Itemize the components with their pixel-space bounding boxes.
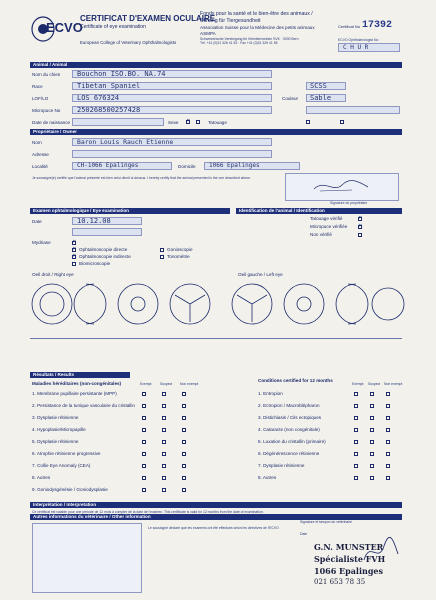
- interpretation-section-header: Interprétation / Interpretation: [30, 502, 402, 508]
- results-right-col-2: Suspect: [368, 382, 381, 386]
- results-checkbox-3[interactable]: [182, 416, 186, 420]
- results-row-label: 5. Dysplasie rétinienne: [32, 439, 79, 444]
- stamp-line-1: G.N. MUNSTER: [314, 542, 384, 552]
- results-checkbox-1[interactable]: [142, 464, 146, 468]
- method-label-4: Biomicroscopie: [79, 261, 111, 266]
- results-checkbox-3[interactable]: [182, 476, 186, 480]
- results-checkbox-3[interactable]: [386, 464, 390, 468]
- address-text: Schweizerische Vereinigung für Kleintiermedizin SVK · 3000 Bern: [200, 37, 299, 41]
- eye-diagrams: [30, 278, 406, 334]
- owner-name-label: Nom: [32, 140, 42, 145]
- exam-date-label: Date: [32, 219, 42, 224]
- exam-section-header: Examen ophtalmologique / Eye examination: [30, 208, 230, 214]
- results-checkbox-3[interactable]: [182, 404, 186, 408]
- college-name: European College of Veterinary Ophthalmologists: [80, 40, 177, 45]
- exam-extra-field[interactable]: [72, 228, 142, 236]
- owner-signature: [312, 177, 372, 195]
- id-check-1[interactable]: [358, 217, 362, 221]
- results-checkbox-1[interactable]: [142, 392, 146, 396]
- results-row-label: 8. Autres: [258, 475, 277, 480]
- results-checkbox-2[interactable]: [162, 464, 166, 468]
- results-row-label: 3. Distichiasis / Cils ectopiques: [258, 415, 322, 420]
- results-checkbox-1[interactable]: [354, 452, 358, 456]
- certificate-subtitle: Certificate of eye examination: [80, 24, 146, 30]
- extra-checkbox-2[interactable]: [340, 120, 344, 124]
- results-checkbox-1[interactable]: [142, 440, 146, 444]
- results-row: [32, 402, 232, 412]
- results-checkbox-3[interactable]: [182, 428, 186, 432]
- results-row: [258, 462, 402, 472]
- results-row: [32, 438, 232, 448]
- stamp-line-3: 1066 Epalinges: [314, 566, 384, 576]
- extra-field-1[interactable]: [306, 106, 400, 114]
- chip-label: Micropuce No: [32, 108, 61, 113]
- results-checkbox-3[interactable]: [386, 428, 390, 432]
- owner-signature-label: Signature du propriétaire: [330, 201, 368, 205]
- method-label-6: Tonométrie: [167, 254, 190, 259]
- results-checkbox-1[interactable]: [354, 440, 358, 444]
- results-row-label: 2. Ectropion / Macroblépharon: [258, 403, 320, 408]
- results-checkbox-2[interactable]: [162, 440, 166, 444]
- results-checkbox-1[interactable]: [354, 464, 358, 468]
- results-row: [32, 414, 232, 424]
- left-eye-label: Oeil droit / Right eye: [32, 272, 74, 277]
- results-checkbox-1[interactable]: [142, 476, 146, 480]
- owner-city-value: CH-1066 Epalinges: [77, 162, 139, 169]
- lof-label: LOF/LO: [32, 96, 49, 101]
- right-eye-label: Oeil gauche / Left eye: [238, 272, 283, 277]
- results-row: [258, 438, 402, 448]
- results-checkbox-2[interactable]: [162, 392, 166, 396]
- exam-date-field[interactable]: [72, 217, 142, 225]
- assoc-text: Association Suisse pour la Médecine des petits animaux ASMPA: [200, 25, 315, 36]
- results-checkbox-3[interactable]: [182, 440, 186, 444]
- results-row-label: 9. Goniodysgénésie / Goniodysplasie: [32, 487, 108, 492]
- ecvo-logo: [30, 12, 83, 46]
- results-checkbox-2[interactable]: [162, 416, 166, 420]
- owner-name-value: Baron Louis Rauch Etienne: [77, 138, 174, 146]
- id-check-label-1: Tatouage vérifié: [310, 216, 343, 221]
- other-section-header: Autres informations du vétérinaire / Other information: [30, 514, 402, 520]
- results-checkbox-2[interactable]: [370, 392, 374, 396]
- results-checkbox-2[interactable]: [162, 488, 166, 492]
- cert-no: 17392: [362, 20, 393, 31]
- chip-value: 250268500257428: [77, 106, 141, 114]
- results-row: [32, 486, 232, 496]
- results-checkbox-2[interactable]: [370, 416, 374, 420]
- results-row-label: 6. Atrophie rétinienne progressive: [32, 451, 101, 456]
- results-checkbox-3[interactable]: [386, 440, 390, 444]
- results-checkbox-1[interactable]: [354, 416, 358, 420]
- results-row: [32, 426, 232, 436]
- color-value: Sable: [310, 94, 332, 102]
- results-checkbox-2[interactable]: [370, 476, 374, 480]
- domicile-label: Domicile: [178, 164, 196, 169]
- id-check-label-3: Non vérifié: [310, 232, 332, 237]
- results-checkbox-2[interactable]: [370, 404, 374, 408]
- sex-male-checkbox[interactable]: [186, 120, 190, 124]
- results-checkbox-2[interactable]: [162, 452, 166, 456]
- results-checkbox-3[interactable]: [386, 404, 390, 408]
- results-row-label: 4. Hypoplasie/Micropapille: [32, 427, 86, 432]
- results-row: [258, 426, 402, 436]
- lof-value: LOS 676324: [77, 94, 120, 102]
- owner-city-field[interactable]: [72, 162, 172, 170]
- id-checks: [240, 216, 400, 250]
- owner-address-label: Adresse: [32, 152, 49, 157]
- method-label-5: Gonioscopie: [167, 247, 193, 252]
- results-row-label: 1. Entropion: [258, 391, 283, 396]
- sex-label: Sexe: [168, 120, 179, 125]
- results-row-label: 8. Autres: [32, 475, 51, 480]
- cert-no-label: Certificat No: [338, 24, 361, 29]
- owner-declaration: Je soussigné(e) certifie que l'animal présenté est bien celui décrit ci-dessus. I hereby certify that the animal presented is the one described above.: [32, 176, 251, 180]
- id-check-2[interactable]: [358, 225, 362, 229]
- birth-field[interactable]: [72, 118, 164, 126]
- results-checkbox-3[interactable]: [182, 392, 186, 396]
- results-row-label: 7. Dysplasie rétinienne: [258, 463, 305, 468]
- results-row-label: 7. Collie Eye Anomaly (CEA): [32, 463, 91, 468]
- owner-signature-box[interactable]: [285, 173, 399, 201]
- domicile-field[interactable]: [204, 162, 300, 170]
- id-check-3[interactable]: [358, 233, 362, 237]
- vet-stamp: [300, 540, 404, 596]
- results-checkbox-2[interactable]: [162, 476, 166, 480]
- vet-signature: [360, 536, 400, 566]
- results-right-header: Conditions certified for 12 months: [258, 378, 333, 383]
- results-checkbox-3[interactable]: [386, 476, 390, 480]
- other-info-box[interactable]: [32, 523, 142, 593]
- method-label-1: Mydriase: [32, 240, 51, 245]
- phone-text: Tél. +41 (0)31 326 41 53 · Fax +41 (0)31 326 41 55: [200, 41, 278, 45]
- results-row: [32, 462, 232, 472]
- results-checkbox-3[interactable]: [182, 488, 186, 492]
- breed-field[interactable]: [72, 82, 272, 90]
- results-col-3: Non exempt: [180, 382, 199, 386]
- color-label: Couleur: [282, 96, 299, 101]
- extra-checkbox-1[interactable]: [306, 120, 310, 124]
- owner-address-field[interactable]: [72, 150, 272, 158]
- breed-value: Tibetan Spaniel: [77, 82, 141, 90]
- method-label-2: Ophtalmoscopie directe: [79, 247, 128, 252]
- owner-section-header: Propriétaire / Owner: [30, 129, 402, 135]
- results-checkbox-1[interactable]: [142, 416, 146, 420]
- results-checkbox-1[interactable]: [142, 428, 146, 432]
- birth-label: Date de naissance: [32, 120, 71, 125]
- reg-value: C H U R: [343, 44, 369, 51]
- results-section-header: Résultats / Results: [30, 372, 130, 378]
- results-checkbox-1[interactable]: [354, 404, 358, 408]
- results-checkbox-1[interactable]: [142, 404, 146, 408]
- results-col-2: Suspect: [160, 382, 173, 386]
- name-label: Nom du chien: [32, 72, 61, 77]
- vet-sign-label: Signature et tampon du vétérinaire: [300, 520, 353, 524]
- results-right-col-3: Non exempt: [384, 382, 403, 386]
- results-checkbox-1[interactable]: [142, 488, 146, 492]
- id-check-label-2: Micropuce vérifiée: [310, 224, 348, 229]
- method-checkbox-5[interactable]: [160, 248, 164, 252]
- results-checkbox-3[interactable]: [386, 392, 390, 396]
- tattoo-label: Tatouage: [208, 120, 227, 125]
- certificate-title: CERTIFICAT D'EXAMEN OCULAIRE: [80, 14, 216, 23]
- interpretation-text: Ce certificat est valable pour une période de 12 mois à compter de la date de l'examen. This certificate is valid for 12 months from the date of examination.: [32, 510, 264, 514]
- reg-label: ECVO Ophthalmologist No: [338, 38, 379, 42]
- color-field[interactable]: [306, 94, 346, 102]
- results-col-1: Exempt: [140, 382, 152, 386]
- fund-text: Fonds pour la santé et le bien-être des animaux / Stiftung für Tiergesundheit: [200, 11, 313, 24]
- results-row: [258, 390, 402, 400]
- method-checkbox-1[interactable]: [72, 241, 76, 245]
- results-checkbox-3[interactable]: [182, 452, 186, 456]
- id-section-header: Identification de l'animal / Identification: [236, 208, 402, 214]
- results-checkbox-2[interactable]: [162, 428, 166, 432]
- results-row: [258, 474, 402, 484]
- results-left-list: [32, 390, 232, 500]
- name-field[interactable]: [72, 70, 272, 78]
- method-checkbox-3[interactable]: [72, 255, 76, 259]
- results-right-list: [258, 390, 402, 500]
- chip-field[interactable]: [72, 106, 272, 114]
- results-checkbox-1[interactable]: [142, 452, 146, 456]
- owner-city-label: Localité: [32, 164, 48, 169]
- results-checkbox-2[interactable]: [370, 428, 374, 432]
- name-value: Bouchon ISO.BO. NA.74: [77, 70, 166, 78]
- results-right-col-1: Exempt: [352, 382, 364, 386]
- results-row-label: 5. Luxation du cristallin (primaire): [258, 439, 326, 444]
- breed-label: Race: [32, 84, 43, 89]
- results-checkbox-2[interactable]: [162, 404, 166, 408]
- results-checkbox-3[interactable]: [182, 464, 186, 468]
- results-row: [258, 402, 402, 412]
- other-code-field[interactable]: [306, 82, 346, 90]
- exam-date-value: 10.12.08: [77, 217, 111, 225]
- results-row: [258, 414, 402, 424]
- method-list: [32, 240, 202, 270]
- results-checkbox-3[interactable]: [386, 416, 390, 420]
- results-left-header: Maladies héréditaires (non-congénitales): [32, 381, 122, 386]
- stamp-line-4: 021 653 78 35: [314, 578, 366, 586]
- results-row-label: 2. Persistance de la tunique vasculaire du cristallin: [32, 403, 135, 408]
- results-checkbox-3[interactable]: [386, 452, 390, 456]
- results-checkbox-1[interactable]: [354, 476, 358, 480]
- results-row: [32, 474, 232, 484]
- other-line-1: Le soussigné déclare que les examens ont été effectués selon les directives de l'ECVO: [148, 526, 279, 530]
- divider-1: [30, 338, 402, 339]
- results-checkbox-2[interactable]: [370, 452, 374, 456]
- stamp-line-2: Spécialiste FVH: [314, 554, 386, 564]
- animal-section-header: Animal / Animal: [30, 62, 402, 68]
- method-label-3: Ophtalmoscopie indirecte: [79, 254, 131, 259]
- other-date-label: Date: [300, 532, 308, 536]
- sex-female-checkbox[interactable]: [196, 120, 200, 124]
- results-row-label: 3. Dysplasie rétinienne: [32, 415, 79, 420]
- logo-text: ECVO: [46, 20, 83, 35]
- results-row-label: 1. Membrane pupillaire persistante (MPP): [32, 391, 117, 396]
- results-row: [32, 390, 232, 400]
- fund-box: [200, 11, 325, 57]
- method-checkbox-6[interactable]: [160, 255, 164, 259]
- method-checkbox-2[interactable]: [72, 248, 76, 252]
- owner-name-field[interactable]: [72, 138, 272, 146]
- reg-field[interactable]: [338, 43, 400, 52]
- results-checkbox-1[interactable]: [354, 428, 358, 432]
- results-checkbox-1[interactable]: [354, 392, 358, 396]
- results-row-label: 4. Cataracte (non congénitale): [258, 427, 320, 432]
- other-code-value: SCSS: [310, 82, 327, 90]
- domicile-value: 1066 Epalinges: [209, 162, 260, 169]
- results-row-label: 6. Dégénérescence rétinienne: [258, 451, 320, 456]
- method-checkbox-4[interactable]: [72, 262, 76, 266]
- lof-field[interactable]: [72, 94, 272, 102]
- results-row: [258, 450, 402, 460]
- results-checkbox-2[interactable]: [370, 440, 374, 444]
- results-row: [32, 450, 232, 460]
- results-checkbox-2[interactable]: [370, 464, 374, 468]
